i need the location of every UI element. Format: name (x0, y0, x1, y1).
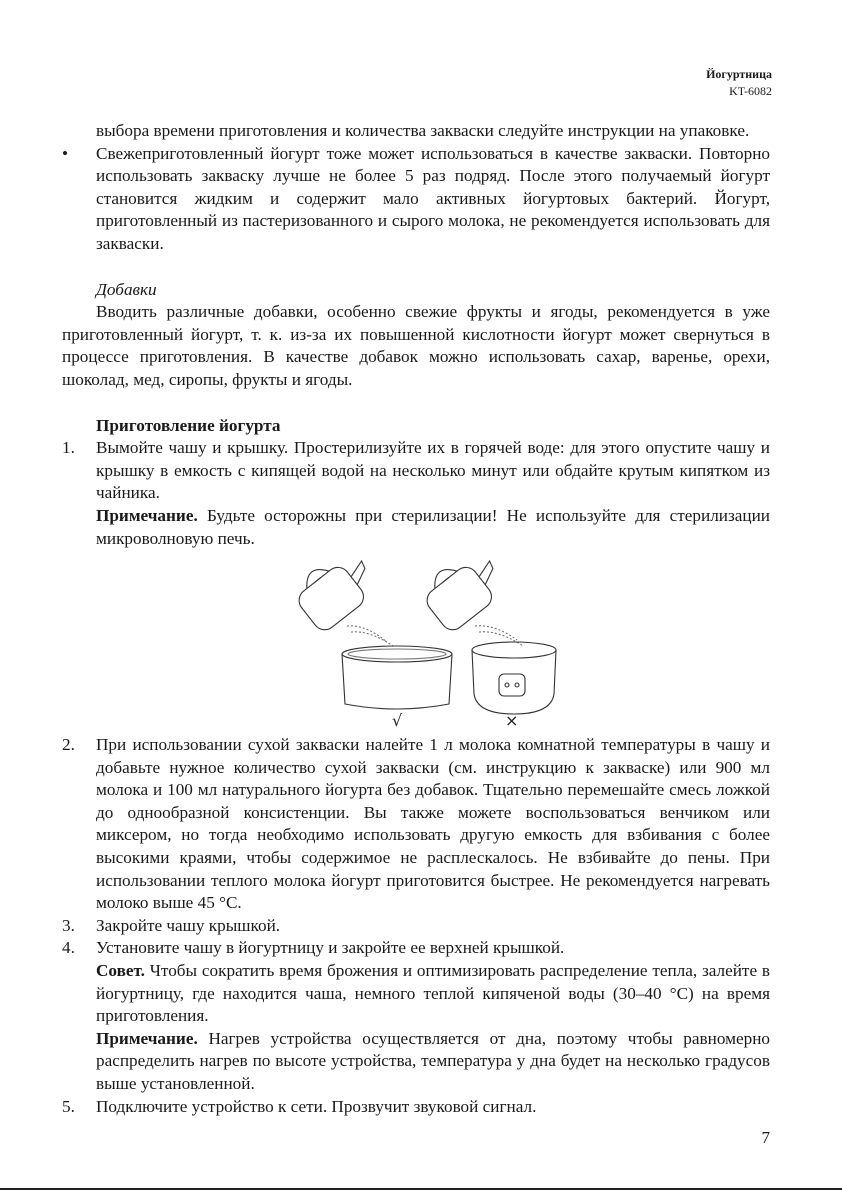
step-1-note-text: Будьте осторожны при стерилизации! Не используйте для стерилизации микроволновую печь. (96, 505, 770, 548)
step-1-text: Вымойте чашу и крышку. Простерилизуйте их в горячей воде: для этого опустите чашу и крышку в емкость с кипящей водой на несколько минут или обдайте крутым кипятком из чайника. (96, 438, 770, 503)
step-2 (62, 734, 770, 915)
step-3-text: Закройте чашу крышкой. (96, 915, 281, 935)
step-5 (62, 1096, 770, 1119)
additives-heading: Добавки (96, 279, 157, 299)
step-1 (62, 437, 770, 550)
sterilization-illustration (277, 554, 557, 729)
prep-heading: Приготовление йогурта (96, 415, 281, 435)
step-5-number: 5. (62, 1096, 75, 1116)
bullet-text: Свежеприготовленный йогурт тоже может использоваться в качестве закваски. Повторно использовать закваску лучше не более 5 раз подряд. После этого получаемый йогурт становится жидким и содержит мало активных йогуртовых бактерий. Йогурт, приготовленный из пастеризованного и сырого молока, не рекомендуется использовать для закваски. (96, 143, 770, 253)
step-4-number: 4. (62, 938, 75, 958)
header-title: Йогуртница (706, 67, 772, 81)
step-1-note-label: Примечание. (96, 505, 198, 525)
kettle-left-icon (288, 554, 382, 635)
continued-paragraph: выбора времени приготовления и количества закваски следуйте инструкции на упаковке. (96, 121, 750, 140)
additives-text: Вводить различные добавки, особенно свежие фрукты и ягоды, рекомендуется в уже приготовленный йогурт, т. к. из-за их повышенной кислотности йогурт может свернуться в процессе приготовления. В качестве добавок можно использовать сахар, варенье, орехи, шоколад, мед, сиропы, фрукты и ягоды. (62, 302, 770, 389)
step-4 (62, 937, 770, 1095)
step-4-tip-label: Совет. (96, 961, 145, 981)
yogurt-maker-icon (472, 642, 556, 714)
bowl-icon (342, 646, 452, 709)
bullet-marker: • (62, 143, 69, 163)
page-content (62, 120, 770, 1118)
sterilization-figure (62, 554, 770, 734)
page-header (706, 66, 772, 100)
step-4-tip-text: Чтобы сократить время брожения и оптимизировать распределение тепла, залейте в йогуртницу, где находится чаша, немного теплой кипяченой воды (30–40 °С) на время приготовления. (96, 961, 770, 1026)
bullet-item (62, 143, 770, 256)
ok-mark: √ (392, 711, 403, 730)
bad-mark: × (505, 711, 519, 730)
step-4-note-label: Примечание. (96, 1028, 198, 1048)
step-2-number: 2. (62, 735, 75, 755)
step-5-text: Подключите устройство к сети. Прозвучит звуковой сигнал. (96, 1096, 537, 1116)
water-stream-left (347, 626, 393, 646)
step-2-text: При использовании сухой закваски налейте 1 л молока комнатной температуры в чашу и добавьте нужное количество сухой закваски (см. инструкцию к закваске) или 900 мл молока и 100 мл натурального йогурта без добавок. Тщательно перемешайте смесь ложкой до однообразной консистенции. Вы также можете воспользоваться венчиком или миксером, но тогда необходимо использовать другую емкость для взбивания с более высокими краями, чтобы содержимое не расплескалось. Не взбивайте до пены. При использовании теплого молока йогурт приготовится быстрее. Не рекомендуется нагревать молоко выше 45 °С. (96, 735, 770, 913)
kettle-right-icon (416, 554, 510, 635)
header-model: KT-6082 (729, 84, 772, 98)
step-4-note-text: Нагрев устройства осуществляется от дна, поэтому чтобы равномерно распределить нагрев по высоте устройства, температура у дна будет на несколько градусов выше установленной. (96, 1028, 770, 1093)
bottom-rule (0, 1188, 842, 1190)
step-3 (62, 915, 770, 938)
step-1-number: 1. (62, 438, 75, 458)
step-4-text: Установите чашу в йогуртницу и закройте ее верхней крышкой. (96, 938, 565, 958)
page-number: 7 (761, 1128, 770, 1147)
step-3-number: 3. (62, 915, 75, 935)
